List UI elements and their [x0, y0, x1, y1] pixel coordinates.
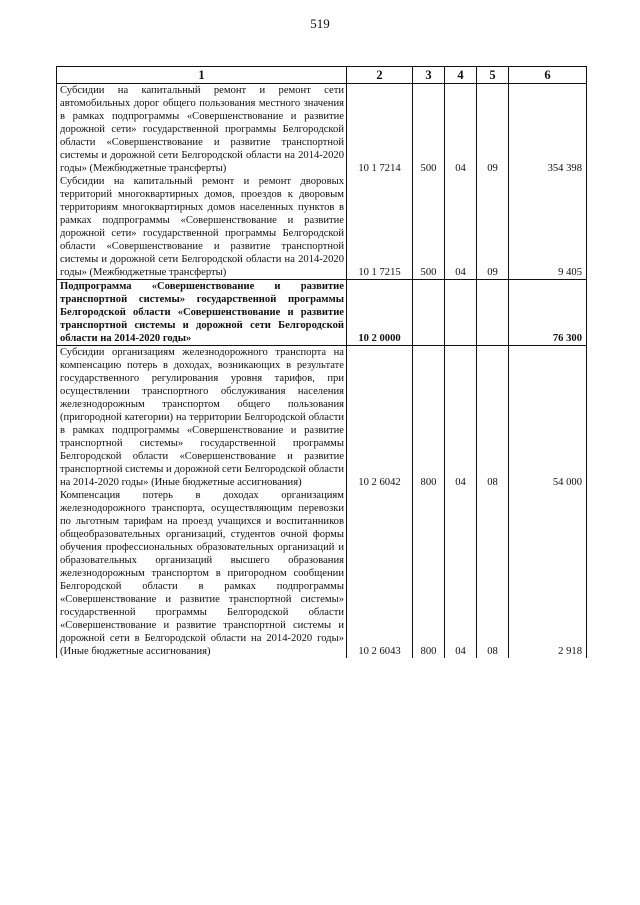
budget-table — [56, 66, 587, 658]
col3-cell: 800 — [413, 489, 445, 658]
page-number: 519 — [310, 16, 330, 31]
col4-cell: 04 — [445, 489, 477, 658]
col3-cell: 800 — [413, 346, 445, 490]
table-row — [57, 84, 587, 176]
amount-cell: 9 405 — [509, 175, 587, 280]
amount-cell: 76 300 — [509, 280, 587, 346]
col3-cell — [413, 280, 445, 346]
col3-cell: 500 — [413, 84, 445, 176]
code-cell: 10 2 6043 — [347, 489, 413, 658]
header-col-5: 5 — [477, 67, 509, 84]
header-col-1: 1 — [57, 67, 347, 84]
entry-description: Компенсация потерь в доходах организациям железнодорожного транспорта, осуществляющим перевозки по льготным тарифам на проезд учащихся и воспитанников общеобразовательных организаций, студентов очной формы обучения профессиональных образовательных организаций и образовательных организаций высшего образования железнодорожным транспортом в пригородном сообщении Белгородской области в рамках подпрограммы «Совершенствование и развитие транспортной системы» государственной программы Белгородской области «Совершенствование и развитие транспортной системы и дорожной сети в Белгородской области на 2014-2020 годы» (Иные бюджетные ассигнования) — [60, 490, 344, 657]
description-cell — [57, 84, 347, 176]
col4-cell — [445, 280, 477, 346]
col4-cell: 04 — [445, 175, 477, 280]
header-col-3: 3 — [413, 67, 445, 84]
description-cell — [57, 489, 347, 658]
col5-cell: 08 — [477, 489, 509, 658]
col5-cell — [477, 280, 509, 346]
code-cell: 10 2 6042 — [347, 346, 413, 490]
table-row — [57, 175, 587, 280]
amount-cell: 2 918 — [509, 489, 587, 658]
description-cell — [57, 280, 347, 346]
code-cell: 10 1 7214 — [347, 84, 413, 176]
table-row — [57, 346, 587, 490]
entry-description: Субсидии на капитальный ремонт и ремонт дворовых территорий многоквартирных домов, проездов к дворовым территориям многоквартирных домов населенных пунктов в рамках подпрограммы «Совершенствование и развитие дорожной сети» государственной программы Белгородской области «Совершенствование и развитие транспортной системы и дорожной сети Белгородской области на 2014-2020 годы» (Межбюджетные трансферты) — [60, 176, 344, 278]
entry-description: Субсидии на капитальный ремонт и ремонт сети автомобильных дорог общего пользования местного значения в рамках подпрограммы «Совершенствование и развитие дорожной сети» государственной программы Белгородской области «Совершенствование и развитие транспортной системы и дорожной сети Белгородской области на 2014-2020 годы» (Межбюджетные трансферты) — [60, 85, 344, 174]
description-cell — [57, 346, 347, 490]
header-col-2: 2 — [347, 67, 413, 84]
col5-cell: 08 — [477, 346, 509, 490]
description-cell — [57, 175, 347, 280]
amount-cell: 354 398 — [509, 84, 587, 176]
col4-cell: 04 — [445, 346, 477, 490]
col4-cell: 04 — [445, 84, 477, 176]
col3-cell: 500 — [413, 175, 445, 280]
header-col-6: 6 — [509, 67, 587, 84]
code-cell: 10 1 7215 — [347, 175, 413, 280]
table-row — [57, 489, 587, 658]
entry-description: Подпрограмма «Совершенствование и развитие транспортной системы» государственной программы Белгородской области «Совершенствование и развитие транспортной системы и дорожной сети Белгородской области на 2014-2020 годы» — [60, 281, 344, 344]
code-cell: 10 2 0000 — [347, 280, 413, 346]
col5-cell: 09 — [477, 84, 509, 176]
header-row — [57, 67, 587, 84]
table-row — [57, 280, 587, 346]
header-col-4: 4 — [445, 67, 477, 84]
col5-cell: 09 — [477, 175, 509, 280]
amount-cell: 54 000 — [509, 346, 587, 490]
entry-description: Субсидии организациям железнодорожного транспорта на компенсацию потерь в доходах, возникающих в результате государственного регулирования уровня тарифов, при осуществлении транспортного обслуживания населения железнодорожным транспортом общего пользования (пригородной категории) на территории Белгородской области в рамках подпрограммы «Совершенствование и развитие транспортной системы» государственной программы Белгородской области «Совершенствование и развитие транспортной системы и дорожной сети Белгородской области на 2014-2020 годы» (Иные бюджетные ассигнования) — [60, 347, 344, 488]
